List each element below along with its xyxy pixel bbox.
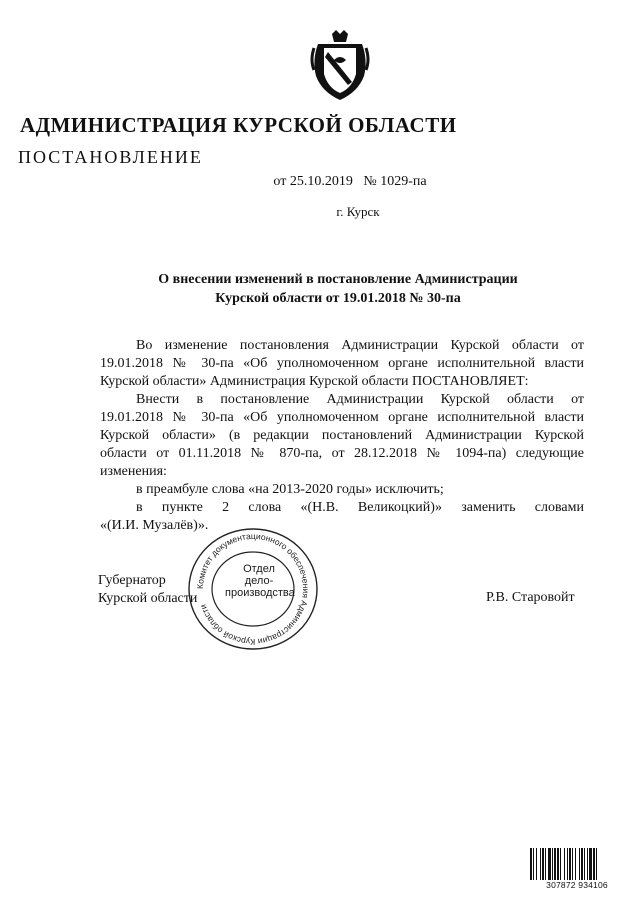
stamp-line-1: Отдел [243,563,275,575]
paragraph-line: «(И.И. Музалёв)». [100,518,209,533]
paragraph-line: 19.01.2018 № 30-па «Об уполномоченном органе исполнительной власти [100,410,584,425]
barcode-bar [548,848,551,880]
barcode-bar [593,848,595,880]
stamp-line-3: производства [225,587,295,599]
stamp-line-2: дело- [244,575,274,587]
barcode-bar [560,848,561,880]
barcode-bar [542,848,544,880]
barcode-bar [589,848,592,880]
paragraph-line: области от 01.11.2018 № 870-па, от 28.12.2018 № 1094-па) следующие [100,446,584,461]
barcode-bar [596,848,597,880]
paragraph-line: в пункте 2 слова «(Н.В. Великоцкий)» заменить словами [136,500,584,515]
paragraph-item-point-2 [100,499,584,535]
paragraph-line: Во изменение постановления Администрации Курской области от [136,338,584,353]
barcode [530,848,624,880]
document-date-number: от 25.10.2019 № 1029-па [273,174,427,189]
barcode-bar [569,848,571,880]
barcode-bar [530,848,532,880]
barcode-bar [533,848,534,880]
paragraph-line: 19.01.2018 № 30-па «Об уполномоченном органе исполнительной власти [100,356,584,371]
barcode-bar [564,848,565,880]
barcode-bar [552,848,553,880]
stamp-ring-text: Комитет документационного обеспечения Администрации Курской области [194,530,312,648]
paragraph-line: Курской области» Администрация Курской области ПОСТАНОВЛЯЕТ: [100,374,529,389]
subject-line-1: О внесении изменений в постановление Администрации [158,272,518,287]
barcode-bar [575,848,576,880]
paragraph-amendment [100,391,584,481]
signatory-name: Р.В. Старовойт [486,590,575,605]
signatory-title-line-1: Губернатор [98,573,166,588]
document-city: г. Курск [336,204,380,219]
paragraph-line: Курской области» (в редакции постановлений Администрации Курской [100,428,584,443]
barcode-bar [554,848,556,880]
barcode-bar [579,848,580,880]
subject-line-2: Курской области от 19.01.2018 № 30-па [215,291,461,306]
barcode-bar [587,848,588,880]
signatory-title-line-2: Курской области [98,591,198,606]
paragraph-line: изменения: [100,464,167,479]
barcode-bar [581,848,583,880]
document-type: ПОСТАНОВЛЕНИЕ [18,147,203,167]
paragraph-preamble [100,337,584,391]
barcode-bar [567,848,568,880]
barcode-bar [572,848,573,880]
barcode-bar [584,848,585,880]
barcode-bar [557,848,559,880]
organization-title: АДМИНИСТРАЦИЯ КУРСКОЙ ОБЛАСТИ [20,113,457,137]
coat-of-arms-emblem [310,30,370,102]
stamp-center-text [225,563,293,599]
barcode-bar [545,848,546,880]
barcode-bar [536,848,537,880]
paragraph-line: Внести в постановление Администрации Курской области от [136,392,584,407]
document-subject [18,270,640,308]
paragraph-item-preamble: в преамбуле слова «на 2013-2020 годы» исключить; [136,482,444,497]
barcode-bar [540,848,541,880]
barcode-number: 307872 934106 [546,880,608,890]
